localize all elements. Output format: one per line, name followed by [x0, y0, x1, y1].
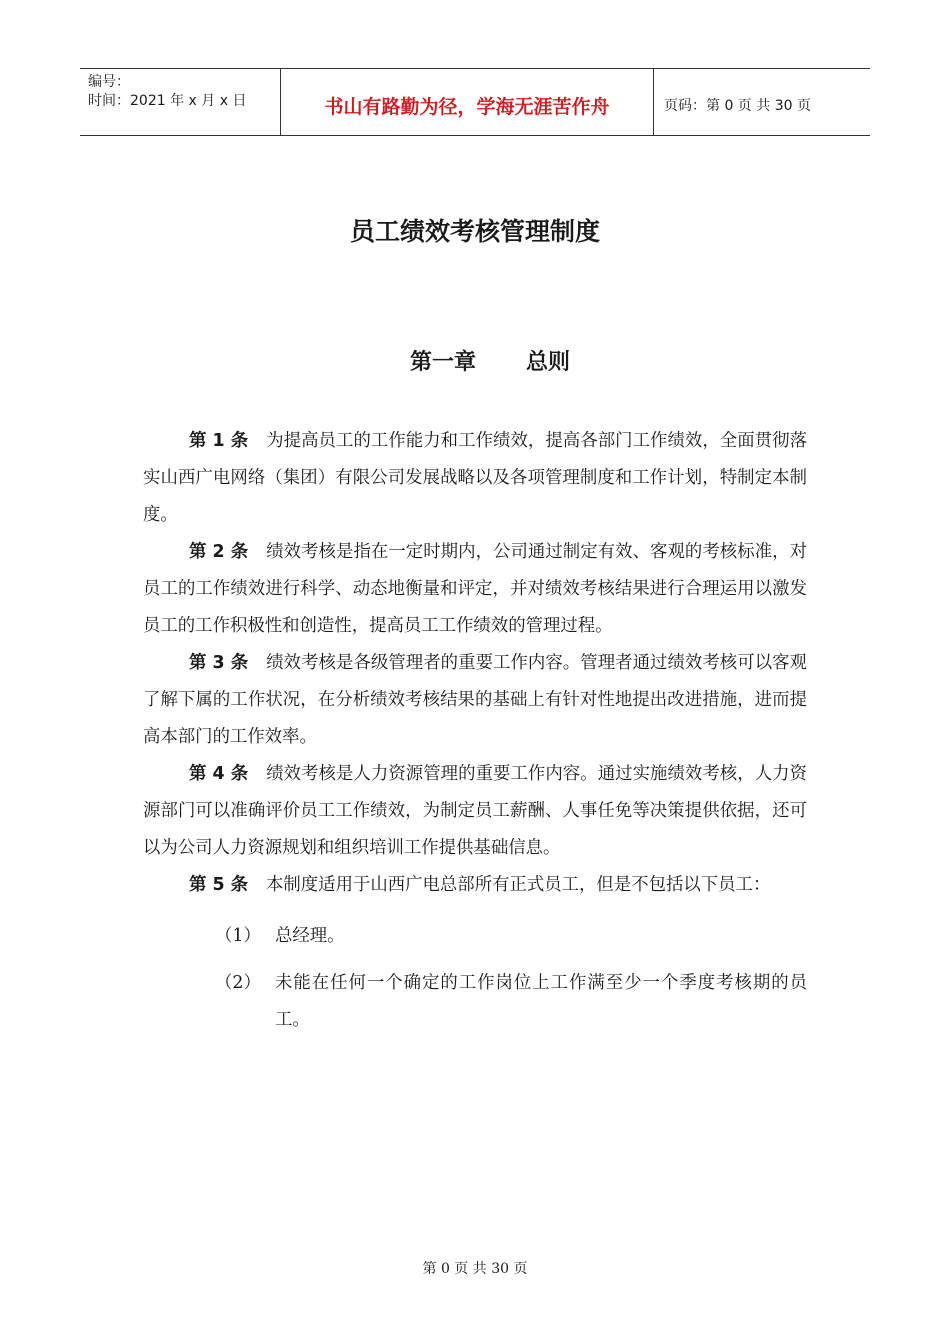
- header-motto: 书山有路勤为径，学海无涯苦作舟: [281, 69, 654, 135]
- article-text: 为提高员工的工作能力和工作绩效，提高各部门工作绩效，全面贯彻落实山西广电网络（集团）有限公司发展战略以及各项管理制度和工作计划，特制定本制度。: [143, 431, 807, 525]
- article-number: 第 3 条: [189, 653, 249, 673]
- article-number: 第 4 条: [189, 764, 249, 784]
- article-number: 第 1 条: [189, 431, 249, 451]
- list-item-number: （1）: [215, 926, 261, 946]
- list-item-text: 未能在任何一个确定的工作岗位上工作满至少一个季度考核期的员工。: [275, 973, 807, 1030]
- document-number-label: 编号：: [88, 74, 130, 90]
- article-number: 第 5 条: [189, 875, 248, 895]
- article: [143, 645, 807, 756]
- article-text: 绩效考核是指在一定时期内，公司通过制定有效、客观的考核标准，对员工的工作绩效进行科学、动态地衡量和评定，并对绩效考核结果进行合理运用以激发员工的工作积极性和创造性，提高员工工作绩效的管理过程。: [143, 542, 807, 636]
- article: [143, 534, 807, 645]
- header-meta: [80, 69, 281, 135]
- document-body: [143, 423, 807, 1039]
- article-text: 本制度适用于山西广电总部所有正式员工，但是不包括以下员工：: [266, 875, 771, 895]
- document-date: 时间：2021 年 x 月 x 日: [88, 93, 247, 109]
- page-footer: 第 0 页 共 30 页: [422, 1261, 528, 1277]
- article-number: 第 2 条: [189, 542, 249, 562]
- list-item-number: （2）: [215, 973, 261, 993]
- list-item: [143, 918, 807, 955]
- page-header: [80, 68, 870, 136]
- chapter-heading: [0, 345, 950, 376]
- list-item-text: 总经理。: [275, 926, 345, 946]
- article: [143, 756, 807, 867]
- article: [143, 423, 807, 534]
- article-text: 绩效考核是各级管理者的重要工作内容。管理者通过绩效考核可以客观了解下属的工作状况，在分析绩效考核结果的基础上有针对性地提出改进措施，进而提高本部门的工作效率。: [143, 653, 807, 747]
- document-title: 员工绩效考核管理制度: [349, 217, 600, 246]
- chapter-number: 第一章: [409, 350, 476, 375]
- chapter-name: 总则: [526, 350, 571, 375]
- list-item: [143, 965, 807, 1039]
- article: [143, 867, 807, 904]
- header-page-info: 页码：第 0 页 共 30 页: [664, 98, 811, 114]
- article-text: 绩效考核是人力资源管理的重要工作内容。通过实施绩效考核，人力资源部门可以准确评价员工工作绩效，为制定员工薪酬、人事任免等决策提供依据，还可以为公司人力资源规划和组织培训工作提供基础信息。: [143, 764, 807, 858]
